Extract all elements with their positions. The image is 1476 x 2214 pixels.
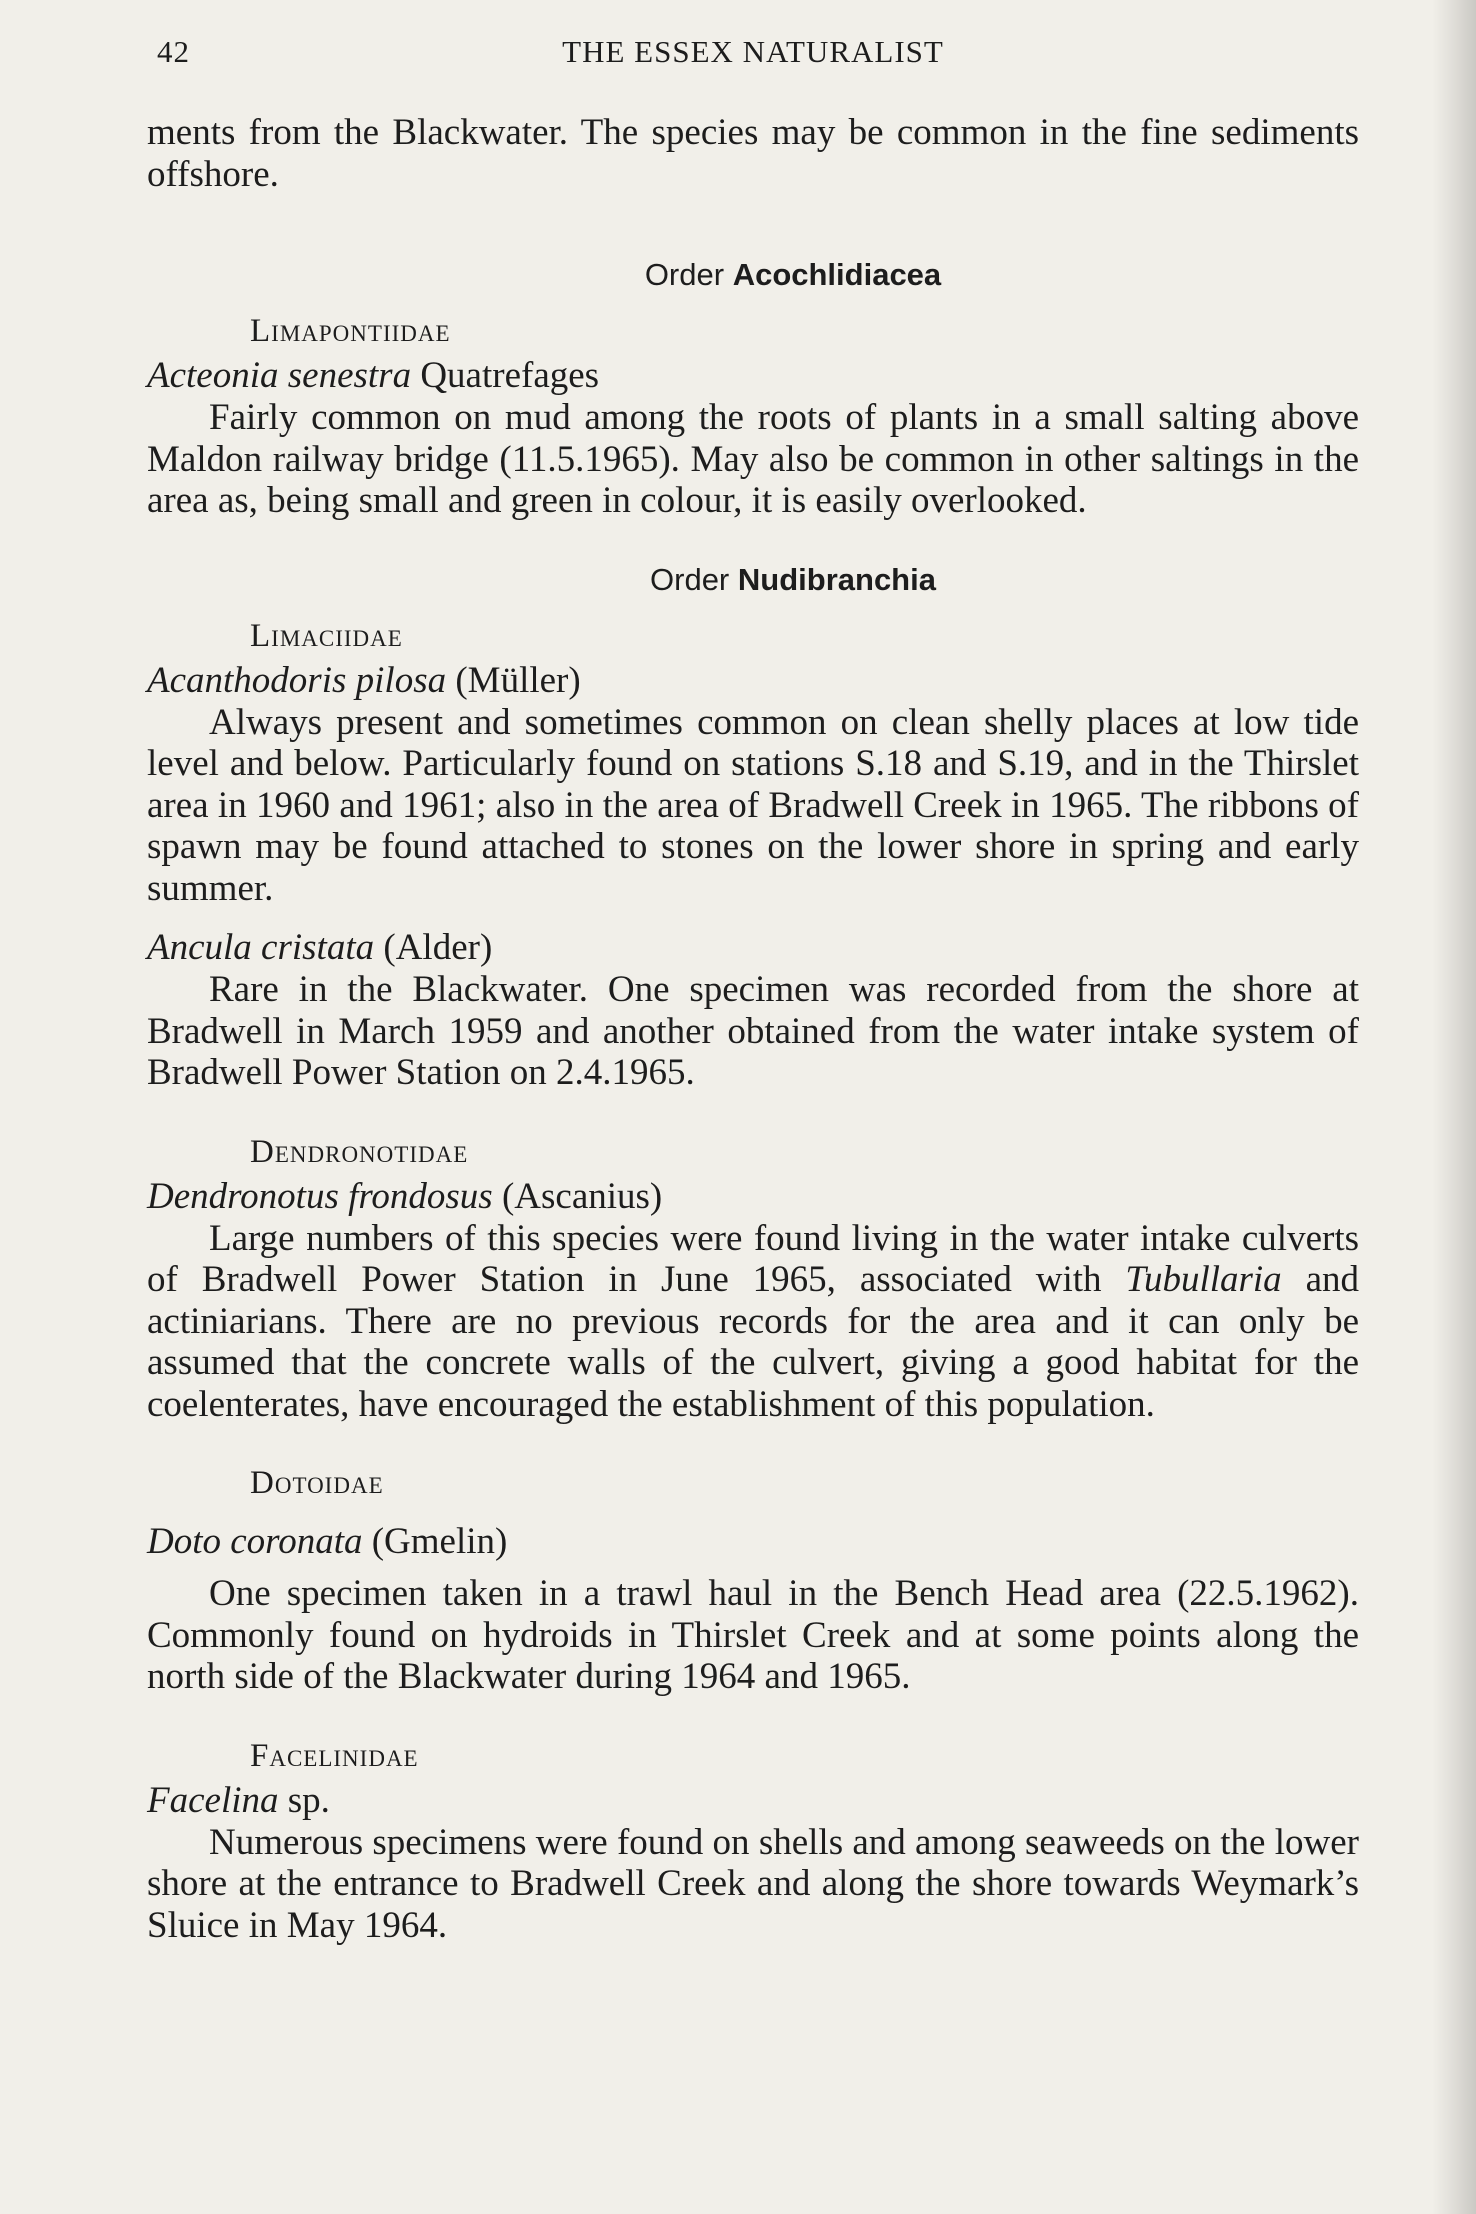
family-heading-facelinidae: Facelinidae [250, 1737, 419, 1774]
page-number: 42 [157, 34, 190, 69]
family-heading-limaciidae: Limaciidae [250, 617, 403, 654]
page-header [147, 34, 1359, 78]
species-description: One specimen taken in a trawl haul in the Bench Head area (22.5.1962). Commonly found on hydroids in Thirslet Creek and at some points along the north side of the Blackwater during 1964 and 1965. [147, 1573, 1359, 1697]
species-latin-name: Acteonia senestra [147, 355, 412, 396]
species-description: Numerous specimens were found on shells and among seaweeds on the lower shore at the entrance to Bradwell Creek and along the shore towards Weymark’s Sluice in May 1964. [147, 1821, 1359, 1946]
species-heading-ancula [147, 927, 1359, 969]
species-heading-acteonia [147, 355, 1359, 397]
species-latin-name: Facelina [147, 1779, 279, 1821]
species-heading-facelina [147, 1780, 1359, 1822]
species-heading-acanthodoris [147, 660, 1359, 702]
family-heading-limapontiidae: Limapontiidae [250, 313, 451, 349]
species-latin-name: Dendronotus frondosus [147, 1175, 493, 1217]
order-prefix: Order [644, 257, 725, 292]
running-title: THE ESSEX NATURALIST [562, 34, 944, 69]
description-text: and actiniarians. There are no previous records for the area and it can only be assumed that the concrete walls of the culvert, giving a good habitat for the coelenterates, have encouraged the establishment of this population. [147, 1259, 1359, 1425]
order-heading-acochlidiacea [147, 255, 1359, 295]
article-body [147, 112, 1359, 1946]
order-name: Acochlidiacea [732, 257, 942, 292]
species-authority: (Gmelin) [371, 1521, 508, 1562]
family-heading-dendronotidae: Dendronotidae [250, 1133, 469, 1170]
species-authority: (Ascanius) [501, 1175, 663, 1217]
species-description [147, 1218, 1359, 1426]
species-description: Rare in the Blackwater. One specimen was recorded from the shore at Bradwell in March 1959 and another obtained from the water intake system of Bradwell Power Station on 2.4.1965. [147, 969, 1359, 1093]
page-edge-shadow [1432, 0, 1476, 2214]
species-heading-doto [147, 1521, 1359, 1563]
family-heading-dotoidae: Dotoidae [250, 1465, 384, 1501]
order-name: Nudibranchia [737, 561, 936, 597]
description-italic-genus: Tubullaria [1125, 1259, 1282, 1300]
species-latin-name: Doto coronata [147, 1521, 363, 1562]
species-authority: sp. [287, 1779, 330, 1821]
species-description: Fairly common on mud among the roots of plants in a small salting above Maldon railway bridge (11.5.1965). May also be common in other saltings in the area as, being small and green in colour, it is easily overlooked. [147, 397, 1359, 521]
description-text: Large numbers of this species were found living in the water intake culverts of Bradwell Power Station in June 1965, associated with [147, 1217, 1359, 1300]
species-authority: Quatrefages [420, 355, 600, 396]
order-prefix: Order [650, 561, 730, 597]
order-heading-nudibranchia [147, 560, 1359, 600]
species-latin-name: Acanthodoris pilosa [147, 659, 447, 701]
species-latin-name: Ancula cristata [147, 927, 375, 968]
species-description: Always present and sometimes common on clean shelly places at low tide level and below. Particularly found on stations S.18 and S.19, and in the Thirslet area in 1960 and 1961; also in the area of Bradwell Creek in 1965. The ribbons of spawn may be found attached to stones on the lower shore in spring and early summer. [147, 701, 1359, 909]
species-authority: (Alder) [383, 927, 493, 968]
species-authority: (Müller) [455, 659, 581, 701]
intro-continuation: ments from the Blackwater. The species may be common in the fine sediments offshore. [147, 112, 1359, 195]
species-heading-dendronotus [147, 1176, 1359, 1218]
